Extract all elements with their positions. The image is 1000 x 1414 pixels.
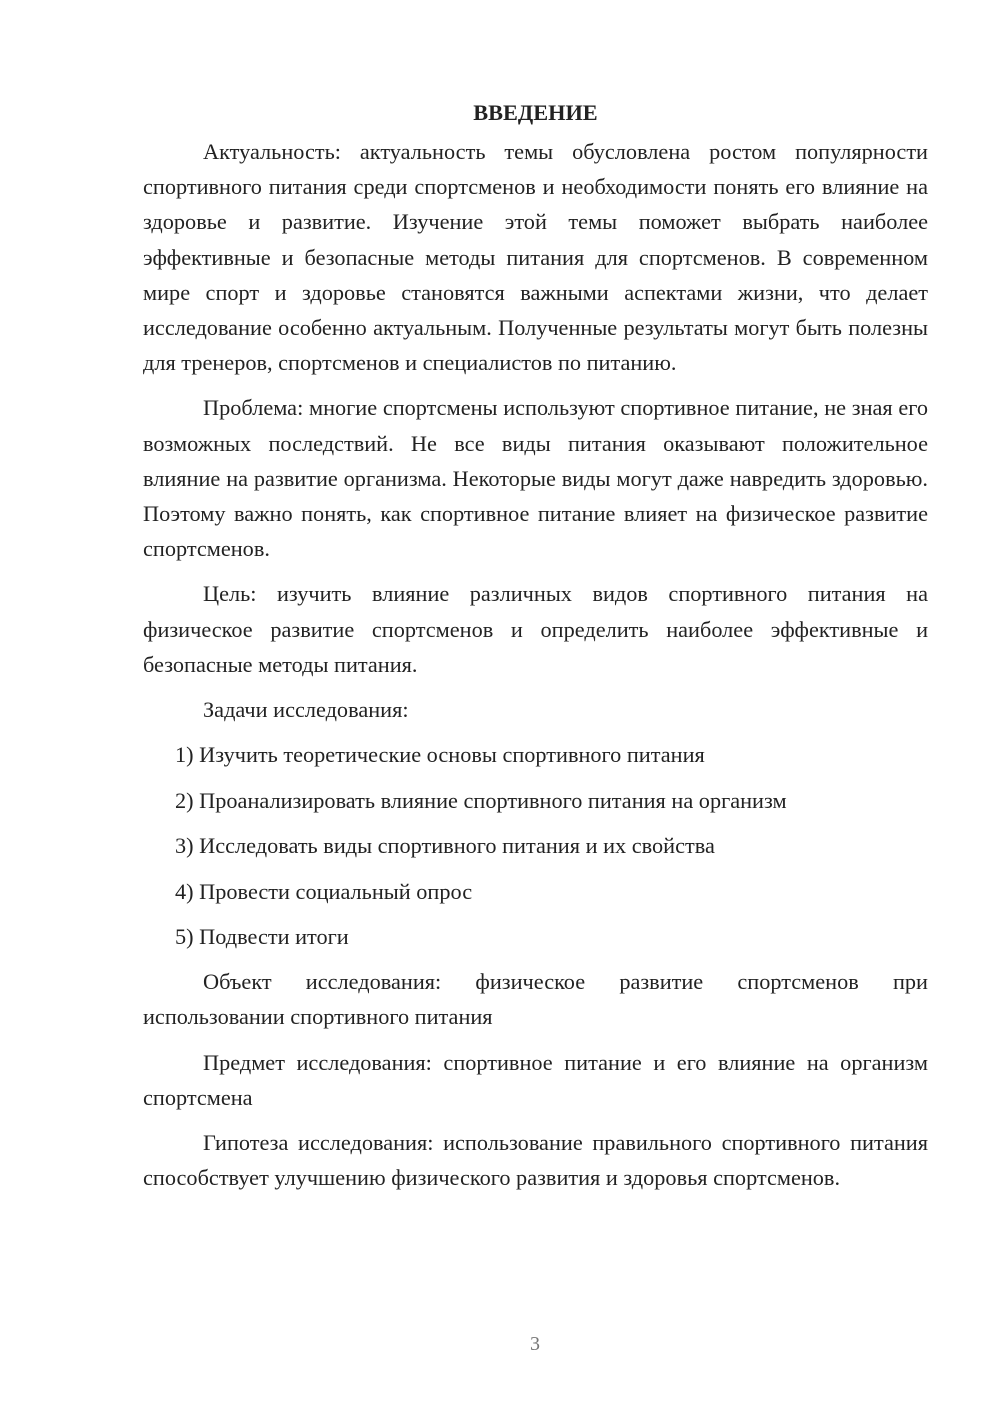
page-number: 3 [530, 1333, 540, 1355]
hypothesis-paragraph: Гипотеза исследования: использование правильного спортивного питания способствует улучшению физического развития и здоровья спортсменов. [143, 1130, 928, 1191]
page-content [143, 95, 928, 1195]
task-item-3: 3) Исследовать виды спортивного питания и их свойства [175, 833, 715, 859]
task-item-5: 5) Подвести итоги [175, 924, 349, 950]
relevance-paragraph: Актуальность: актуальность темы обусловлена ростом популярности спортивного питания среди спортсменов и необходимости понять его влияние на здоровье и развитие. Изучение этой темы поможет выбрать наиболее эффективные и безопасные методы питания для спортсменов. В современном мире спорт и здоровье становятся важными аспектами жизни, что делает исследование особенно актуальным. Полученные результаты могут быть полезны для тренеров, спортсменов и специалистов по питанию. [143, 139, 928, 376]
object-paragraph: Объект исследования: физическое развитие спортсменов при использовании спортивного питания [143, 969, 928, 1030]
goal-paragraph: Цель: изучить влияние различных видов спортивного питания на физическое развитие спортсменов и определить наиболее эффективные и безопасные методы питания. [143, 581, 928, 677]
task-item-2: 2) Проанализировать влияние спортивного питания на организм [175, 787, 787, 813]
task-item-1: 1) Изучить теоретические основы спортивного питания [175, 742, 705, 768]
tasks-heading: Задачи исследования: [203, 697, 409, 723]
subject-paragraph: Предмет исследования: спортивное питание и его влияние на организм спортсмена [143, 1049, 928, 1110]
section-title: ВВЕДЕНИЕ [473, 100, 598, 125]
task-item-4: 4) Провести социальный опрос [175, 878, 473, 904]
problem-paragraph: Проблема: многие спортсмены используют спортивное питание, не зная его возможных последствий. Не все виды питания оказывают положительное влияние на развитие организма. Некоторые виды могут даже навредить здоровью. Поэтому важно понять, как спортивное питание влияет на физическое развитие спортсменов. [143, 395, 928, 562]
